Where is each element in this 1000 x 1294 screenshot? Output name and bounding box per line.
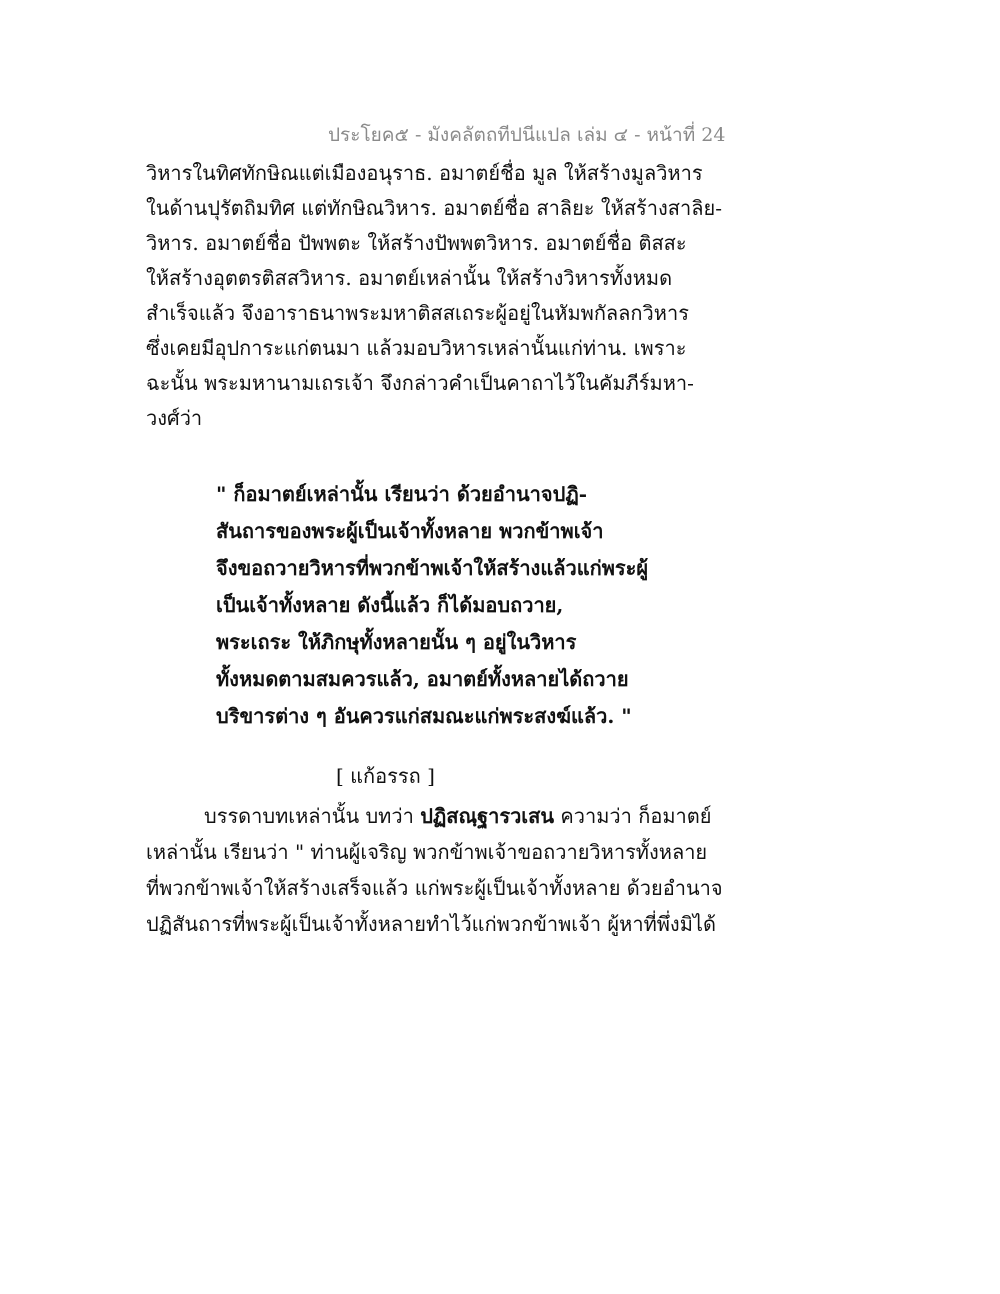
body-line: ซึ่งเคยมีอุปการะแก่ตนมา แล้วมอบวิหารเหล่านั้นแก่ท่าน. เพราะ xyxy=(146,336,687,360)
body-paragraph xyxy=(146,156,722,436)
keyword-term: ปฏิสณฺฐารวเสน xyxy=(420,804,555,828)
quote-line: บริขารต่าง ๆ อันควรแก่สมณะแก่พระสงฆ์แล้ว. " xyxy=(216,704,632,728)
quote-line: ทั้งหมดตามสมควรแล้ว, อมาตย์ทั้งหลายได้ถวาย xyxy=(216,667,629,691)
quote-line: " ก็อมาตย์เหล่านั้น เรียนว่า ด้วยอำนาจปฏิ- xyxy=(216,482,588,506)
quote-line: จึงขอถวายวิหารที่พวกข้าพเจ้าให้สร้างแล้วแก่พระผู้ xyxy=(216,556,649,580)
body-line: ในด้านปุรัตถิมทิศ แต่ทักษิณวิหาร. อมาตย์ชื่อ สาลิยะ ให้สร้างสาลิย- xyxy=(146,196,722,220)
commentary-line: ปฏิสันถารที่พระผู้เป็นเจ้าทั้งหลายทำไว้แก่พวกข้าพเจ้า ผู้หาที่พึ่งมิได้ xyxy=(146,912,716,936)
commentary-line: ที่พวกข้าพเจ้าให้สร้างเสร็จแล้ว แก่พระผู้เป็นเจ้าทั้งหลาย ด้วยอำนาจ xyxy=(146,876,723,900)
commentary-line: เหล่านั้น เรียนว่า " ท่านผู้เจริญ พวกข้าพเจ้าขอถวายวิหารทั้งหลาย xyxy=(146,840,708,864)
body-line: ให้สร้างอุตตรติสสวิหาร. อมาตย์เหล่านั้น ให้สร้างวิหารทั้งหมด xyxy=(146,266,673,290)
section-heading: [ แก้อรรถ ] xyxy=(336,764,435,788)
quote-line: พระเถระ ให้ภิกษุทั้งหลายนั้น ๆ อยู่ในวิหาร xyxy=(216,630,577,654)
body-line: วงศ์ว่า xyxy=(146,406,203,430)
quote-line: สันถารของพระผู้เป็นเจ้าทั้งหลาย พวกข้าพเจ้า xyxy=(216,519,604,543)
body-line: วิหาร. อมาตย์ชื่อ ปัพพตะ ให้สร้างปัพพตวิหาร. อมาตย์ชื่อ ติสสะ xyxy=(146,231,687,255)
commentary-text: บรรดาบทเหล่านั้น บทว่า xyxy=(204,804,421,828)
body-line: วิหารในทิศทักษิณแต่เมืองอนุราธ. อมาตย์ชื่อ มูล ให้สร้างมูลวิหาร xyxy=(146,161,703,185)
commentary-line xyxy=(146,798,712,834)
verse-quote xyxy=(216,476,649,735)
quote-line: เป็นเจ้าทั้งหลาย ดังนี้แล้ว ก็ได้มอบถวาย, xyxy=(216,593,564,617)
commentary-text: ความว่า ก็อมาตย์ xyxy=(554,804,712,828)
body-line: ฉะนั้น พระมหานามเถรเจ้า จึงกล่าวคำเป็นคาถาไว้ในคัมภีร์มหา- xyxy=(146,371,694,395)
body-line: สำเร็จแล้ว จึงอาราธนาพระมหาติสสเถระผู้อยู่ในหัมพกัลลกวิหาร xyxy=(146,301,689,325)
page-header: ประโยค๕ - มังคลัตถทีปนีแปล เล่ม ๔ - หน้าที่ 24 xyxy=(328,124,726,146)
commentary-paragraph xyxy=(146,798,723,942)
